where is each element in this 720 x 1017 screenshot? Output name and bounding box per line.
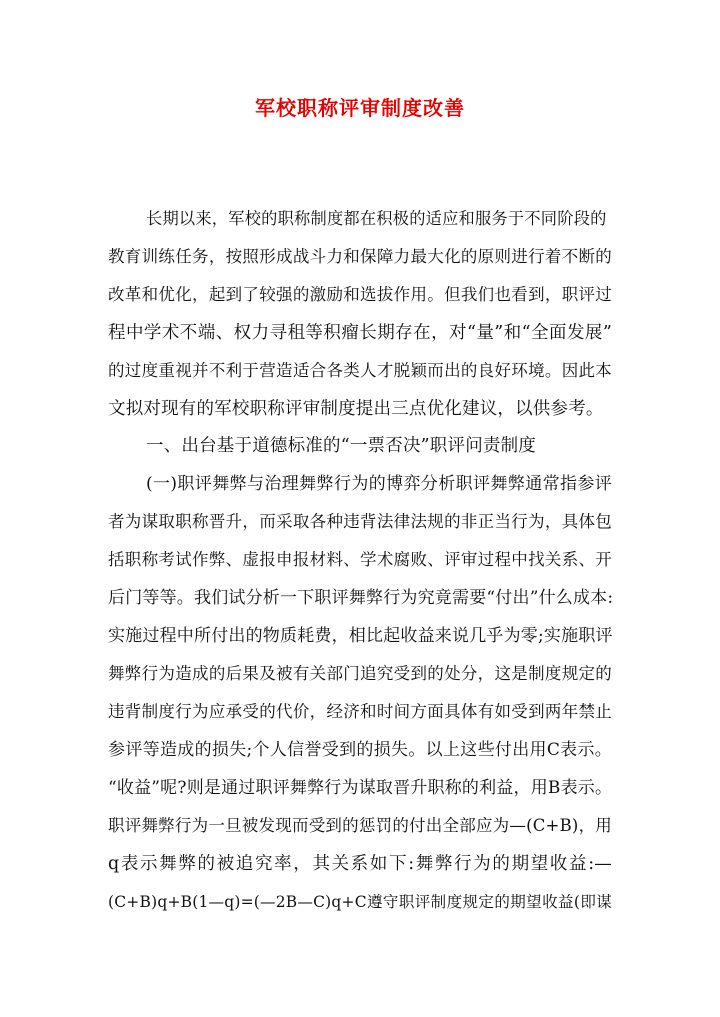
paragraph-line: (一)职评舞弊与治理舞弊行为的博弈分析职评舞弊通常指参评 xyxy=(146,474,612,494)
paragraph-line: 改革和优化，起到了较强的激励和选拔作用。但我们也看到，职评过 xyxy=(108,285,612,304)
paragraph-line: 违背制度行为应承受的代价，经济和时间方面具体有如受到两年禁止 xyxy=(108,702,612,721)
paragraph-line: “收益”呢?则是通过职评舞弊行为谋取晋升职称的利益，用B表示。 xyxy=(108,778,613,798)
document-title: 军校职称评审制度改善 xyxy=(255,96,465,120)
paragraph-line: 职评舞弊行为一旦被发现而受到的惩罚的付出全部应为—(C+B)，用 xyxy=(108,816,612,835)
paragraph-line: 文拟对现有的军校职称评审制度提出三点优化建议，以供参考。 xyxy=(108,399,604,419)
paragraph-line: (C+B)q+B(1—q)=(—2B—C)q+C遵守职评制度规定的期望收益(即谋 xyxy=(108,893,612,911)
section-heading: 一、出台基于道德标准的“一票否决”职评问责制度 xyxy=(146,436,536,456)
paragraph-line: 程中学术不端、权力寻租等积瘤长期存在，对“量”和“全面发展” xyxy=(108,323,612,343)
paragraph-line: 实施过程中所付出的物质耗费，相比起收益来说几乎为零;实施职评 xyxy=(108,626,613,646)
paragraph-line: 教育训练任务，按照形成战斗力和保障力最大化的原则进行着不断的 xyxy=(108,247,612,266)
paragraph-line: 舞弊行为造成的后果及被有关部门追究受到的处分，这是制度规定的 xyxy=(108,664,612,683)
paragraph-line: 后门等等。我们试分析一下职评舞弊行为究竟需要“付出”什么成本: xyxy=(108,588,614,608)
paragraph-line: 者为谋取职称晋升，而采取各种违背法律法规的非正当行为，具体包 xyxy=(108,512,612,531)
paragraph-line: 括职称考试作弊、虚报申报材料、学术腐败、评审过程中找关系、开 xyxy=(108,550,612,569)
paragraph-line: q表示舞弊的被追究率，其关系如下:舞弊行为的期望收益:— xyxy=(108,854,612,874)
paragraph-line: 参评等造成的损失;个人信誉受到的损失。以上这些付出用C表示。 xyxy=(108,740,612,760)
paragraph-line: 长期以来，军校的职称制度都在积极的适应和服务于不同阶段的 xyxy=(146,209,607,228)
paragraph-line: 的过度重视并不利于营造适合各类人才脱颖而出的良好环境。因此本 xyxy=(108,361,612,380)
